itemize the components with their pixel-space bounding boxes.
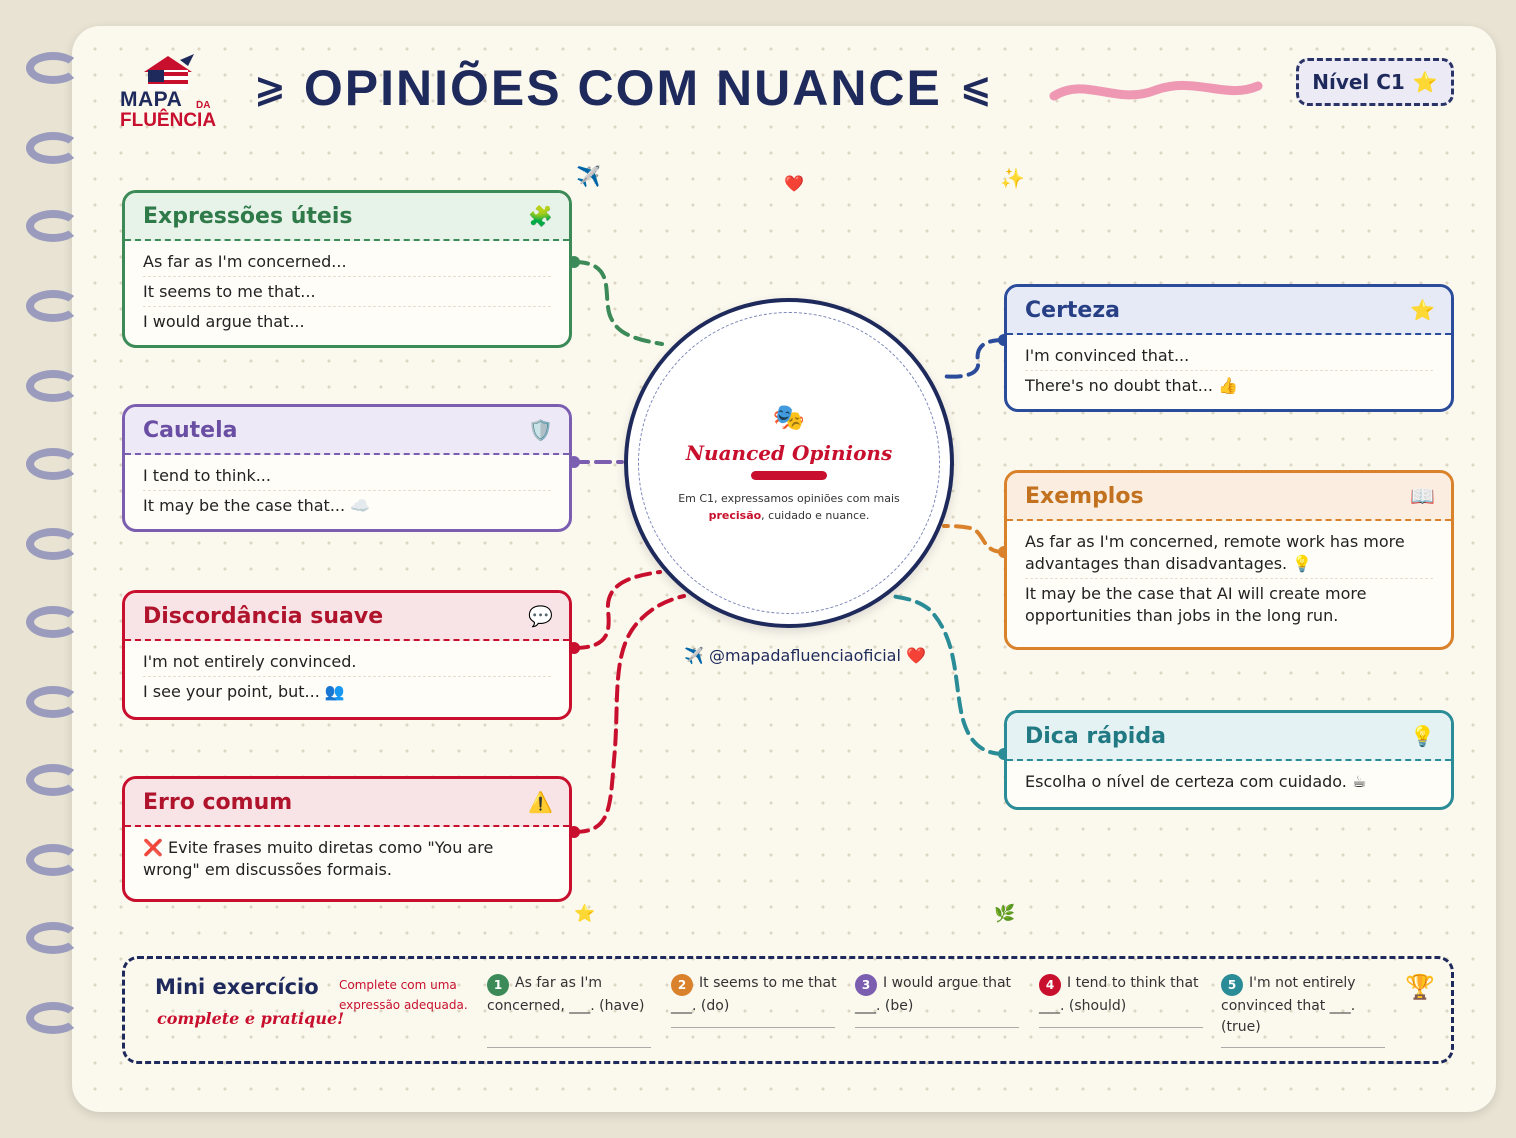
card-title: Certeza	[1025, 297, 1121, 323]
exercise-item	[671, 973, 837, 1017]
example-line: As far as I'm concerned, remote work has more advantages than disadvantages. 💡	[1025, 527, 1433, 579]
star-icon: ⭐	[1410, 298, 1435, 322]
exercise-item	[855, 973, 1021, 1017]
mini-exercise	[122, 956, 1454, 1064]
page-title: OPINIÕES COM NUANCE	[303, 60, 942, 116]
phrase-line: I see your point, but... 👥	[143, 682, 345, 701]
sparkles-icon: ✨	[1000, 166, 1025, 190]
header	[254, 58, 992, 118]
book-icon: 📖	[1410, 484, 1435, 508]
center-text-part: , cuidado e nuance.	[761, 508, 870, 522]
item-number: 3	[855, 974, 877, 996]
answer-blank[interactable]	[1221, 1047, 1385, 1048]
squiggle-decoration	[1046, 70, 1266, 110]
card-header	[125, 593, 569, 641]
brand-name-line1: MAPA	[120, 88, 183, 111]
exercise-item	[487, 973, 653, 1017]
airplane-icon: ✈️	[576, 164, 601, 188]
answer-blank[interactable]	[1039, 1027, 1203, 1028]
heart-icon: ❤️	[784, 174, 804, 193]
card-discordancia-suave	[122, 590, 572, 720]
leaf-icon: 🌿	[994, 904, 1016, 924]
card-header	[1007, 287, 1451, 335]
level-label: Nível C1	[1312, 70, 1405, 94]
card-exemplos	[1004, 470, 1454, 650]
card-certeza	[1004, 284, 1454, 412]
phrase-line: As far as I'm concerned...	[143, 247, 551, 277]
star-icon: ⭐	[1412, 70, 1438, 94]
card-title: Erro comum	[143, 789, 293, 815]
brand-logo	[118, 52, 222, 132]
answer-blank[interactable]	[855, 1027, 1019, 1028]
card-title: Exemplos	[1025, 483, 1144, 509]
example-line: It may be the case that AI will create more opportunities than jobs in the long run.	[1025, 584, 1367, 625]
card-expressoes-uteis	[122, 190, 572, 348]
exercise-subtitle: complete e pratique!	[157, 1009, 345, 1028]
exercise-item	[1039, 973, 1205, 1017]
card-header	[1007, 713, 1451, 761]
puzzle-icon: 🧩	[528, 204, 553, 228]
card-title: Discordância suave	[143, 603, 384, 629]
item-text: I'm not entirely convinced that ___. (true)	[1221, 975, 1356, 1035]
phrase-line: I tend to think...	[143, 461, 551, 491]
center-text-part: Em C1, expressamos opiniões com mais	[678, 491, 900, 505]
phrase-line: ❌ Evite frases muito diretas como "You are wrong" em discussões formais.	[143, 838, 494, 879]
item-number: 4	[1039, 974, 1061, 996]
item-text: I tend to think that ___. (should)	[1039, 975, 1199, 1014]
social-handle: ✈️ @mapadafluenciaoficial ❤️	[684, 646, 926, 665]
center-description	[654, 490, 924, 524]
star-icon: ⭐	[574, 904, 596, 924]
card-title: Dica rápida	[1025, 723, 1166, 749]
center-node	[624, 298, 954, 628]
item-number: 2	[671, 974, 693, 996]
phrase-line: It seems to me that...	[143, 277, 551, 307]
card-header	[125, 407, 569, 455]
flag-icon	[140, 52, 196, 92]
phrase-line: I'm convinced that...	[1025, 341, 1433, 371]
card-cautela	[122, 404, 572, 532]
tip-line: Escolha o nível de certeza com cuidado. ☕	[1025, 772, 1367, 791]
phrase-line: There's no doubt that... 👍	[1025, 376, 1239, 395]
phrase-line: I would argue that...	[143, 312, 305, 331]
item-text: I would argue that ___. (be)	[855, 975, 1012, 1014]
shield-icon: 🛡️	[528, 418, 553, 442]
title-right-mark: ⩽	[959, 66, 992, 110]
trophy-icon: 🏆	[1405, 973, 1435, 1001]
answer-blank[interactable]	[487, 1047, 651, 1048]
card-header	[125, 193, 569, 241]
exercise-title: Mini exercício	[155, 975, 319, 999]
warning-icon: ⚠️	[528, 790, 553, 814]
brand-name-da: DA	[196, 100, 211, 111]
answer-blank[interactable]	[671, 1027, 835, 1028]
exercise-item	[1221, 973, 1387, 1038]
item-text: As far as I'm concerned, ___. (have)	[487, 975, 645, 1014]
card-header	[125, 779, 569, 827]
item-number: 1	[487, 974, 509, 996]
center-text-highlight: precisão	[708, 508, 762, 522]
center-title: Nuanced Opinions	[685, 440, 893, 465]
card-title: Expressões úteis	[143, 203, 353, 229]
brand-name-line2: FLUÊNCIA	[120, 110, 217, 131]
item-number: 5	[1221, 974, 1243, 996]
level-badge	[1296, 58, 1454, 106]
card-title: Cautela	[143, 417, 238, 443]
phrase-line: I'm not entirely convinced.	[143, 647, 551, 677]
card-erro-comum	[122, 776, 572, 902]
item-text: It seems to me that ___. (do)	[671, 975, 837, 1014]
exercise-hint: Complete com uma expressão adequada.	[339, 978, 468, 1012]
center-underline	[751, 471, 827, 480]
title-left-mark: ⩾	[254, 66, 286, 110]
phrase-line: It may be the case that... ☁️	[143, 496, 371, 515]
theater-masks-icon: 🎭	[772, 402, 806, 433]
card-header	[1007, 473, 1451, 521]
lightbulb-icon: 💡	[1410, 724, 1435, 748]
speech-bubble-icon: 💬	[528, 604, 553, 628]
card-dica-rapida	[1004, 710, 1454, 810]
